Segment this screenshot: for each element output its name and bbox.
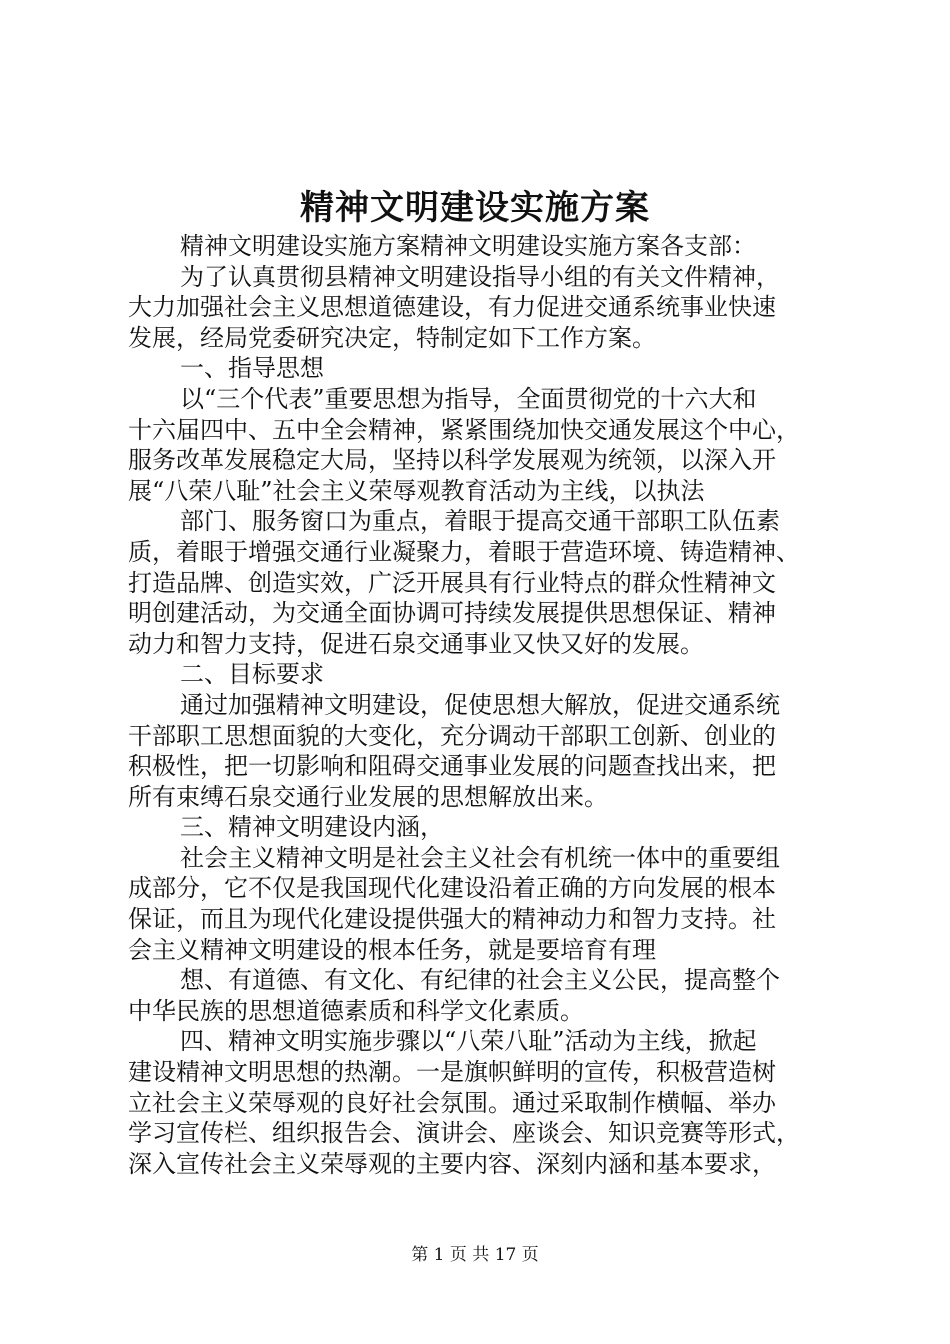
text-line: 打造品牌、创造实效，广泛开展具有行业特点的群众性精神文 [128, 568, 776, 597]
text-line: 社会主义精神文明是社会主义社会有机统一体中的重要组 [180, 843, 780, 872]
text-line: 干部职工思想面貌的大变化，充分调动干部职工创新、创业的 [128, 721, 776, 750]
text-line: 部门、服务窗口为重点，着眼于提高交通干部职工队伍素 [180, 507, 780, 536]
text-line: 精神文明建设实施方案精神文明建设实施方案各支部： [180, 232, 756, 260]
text-line: 所有束缚石泉交通行业发展的思想解放出来。 [128, 782, 608, 811]
text-line: 保证，而且为现代化建设提供强大的精神动力和智力支持。社 [128, 905, 776, 934]
text-line: 以“三个代表”重要思想为指导，全面贯彻党的十六大和 [180, 384, 757, 413]
text-line: 深入宣传社会主义荣辱观的主要内容、深刻内涵和基本要求， [128, 1149, 776, 1178]
text-line: 立社会主义荣辱观的良好社会氛围。通过采取制作横幅、举办 [128, 1088, 776, 1117]
text-line: 中华民族的思想道德素质和科学文化素质。 [128, 996, 584, 1025]
page-number-footer: 第 1 页 共 17 页 [411, 1245, 539, 1265]
text-line: 建设精神文明思想的热潮。一是旗帜鲜明的宣传，积极营造树 [128, 1058, 776, 1087]
section-heading: 一、指导思想 [180, 354, 324, 383]
text-line: 发展，经局党委研究决定，特制定如下工作方案。 [128, 323, 656, 352]
text-line: 质，着眼于增强交通行业凝聚力，着眼于营造环境、铸造精神、 [128, 537, 800, 566]
text-line: 成部分，它不仅是我国现代化建设沿着正确的方向发展的根本 [128, 874, 776, 903]
text-line: 为了认真贯彻县精神文明建设指导小组的有关文件精神， [180, 262, 780, 291]
document-title: 精神文明建设实施方案 [300, 188, 650, 228]
document-body [128, 231, 838, 1179]
text-line: 学习宣传栏、组织报告会、演讲会、座谈会、知识竞赛等形式， [128, 1119, 800, 1148]
text-line: 想、有道德、有文化、有纪律的社会主义公民，提高整个 [180, 966, 780, 995]
text-line: 积极性，把一切影响和阻碍交通事业发展的问题查找出来，把 [128, 752, 776, 781]
text-line: 十六届四中、五中全会精神，紧紧围绕加快交通发展这个中心， [128, 415, 800, 444]
text-line: 展“八荣八耻”社会主义荣辱观教育活动为主线，以执法 [128, 476, 705, 505]
text-line: 服务改革发展稳定大局，坚持以科学发展观为统领，以深入开 [128, 446, 776, 475]
text-line: 通过加强精神文明建设，促使思想大解放，促进交通系统 [180, 690, 780, 719]
text-line: 动力和智力支持，促进石泉交通事业又快又好的发展。 [128, 629, 704, 658]
text-line: 大力加强社会主义思想道德建设，有力促进交通系统事业快速 [128, 293, 776, 322]
text-line: 明创建活动，为交通全面协调可持续发展提供思想保证、精神 [128, 599, 776, 628]
section-heading: 四、精神文明实施步骤以“八荣八耻”活动为主线，掀起 [180, 1027, 757, 1056]
section-heading: 二、目标要求 [180, 660, 324, 689]
section-heading: 三、精神文明建设内涵， [180, 813, 444, 842]
text-line: 会主义精神文明建设的根本任务，就是要培育有理 [128, 935, 656, 964]
